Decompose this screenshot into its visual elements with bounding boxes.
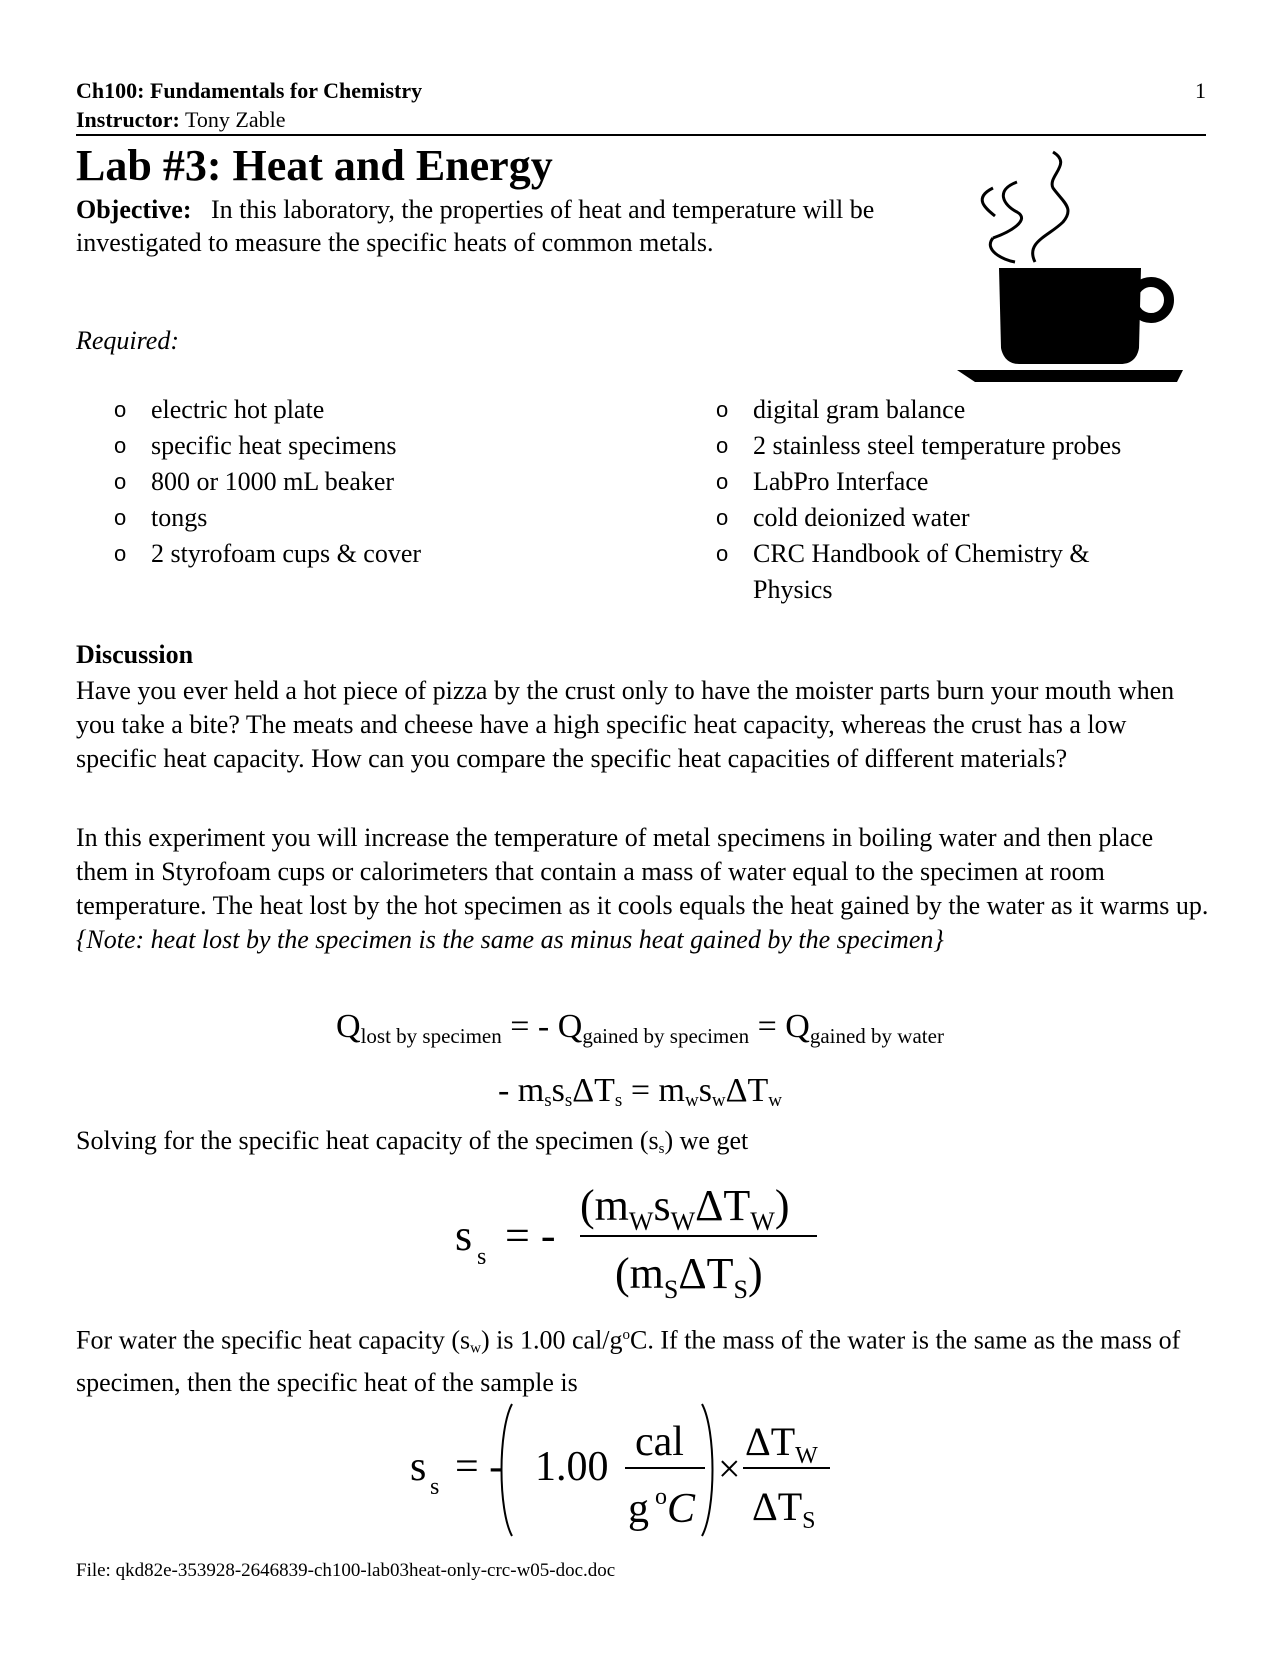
eq-equals: = - bbox=[455, 1444, 504, 1490]
instructor-line bbox=[76, 105, 1206, 134]
eq-sub: w bbox=[711, 1090, 726, 1111]
eq-unit-num: cal bbox=[635, 1419, 684, 1465]
eq-sub: s bbox=[564, 1090, 573, 1111]
eq-term: ΔT bbox=[725, 1072, 769, 1109]
list-item-text: CRC Handbook of Chemistry & Physics bbox=[753, 539, 1090, 604]
required-list-right bbox=[678, 392, 1208, 608]
instructor-label: Instructor: bbox=[76, 107, 180, 132]
list-item-text: LabPro Interface bbox=[753, 467, 929, 496]
eq-sub: s bbox=[614, 1090, 623, 1111]
bullet: o bbox=[716, 469, 729, 494]
page-header bbox=[76, 76, 1206, 134]
coffee-cup-icon bbox=[955, 150, 1195, 410]
list-item bbox=[76, 428, 636, 464]
sentence-sub: s bbox=[658, 1141, 665, 1157]
eq-sub: lost by specimen bbox=[360, 1024, 502, 1048]
page-number: 1 bbox=[1195, 78, 1206, 103]
discussion-paragraph-2 bbox=[76, 821, 1211, 957]
list-item bbox=[678, 464, 1208, 500]
list-item bbox=[76, 536, 636, 572]
eq-num: $\Delta T_W$ bbox=[745, 1419, 818, 1469]
eq-lhs-sub: s bbox=[477, 1244, 487, 1270]
sentence-text: C. If the mass of the water is the same as the mass of specimen, then the specific heat of the sample is bbox=[76, 1325, 1181, 1397]
bullet: o bbox=[114, 541, 127, 566]
objective bbox=[76, 193, 906, 259]
list-item bbox=[678, 500, 1208, 536]
list-item-text: digital gram balance bbox=[753, 395, 966, 424]
required-list-left bbox=[76, 392, 636, 572]
bullet: o bbox=[114, 469, 127, 494]
list-item-text: electric hot plate bbox=[151, 395, 325, 424]
eq-denominator: $(m_S\Delta T_S)$ bbox=[615, 1249, 763, 1304]
sentence-text: ) is 1.00 cal/g bbox=[481, 1325, 623, 1355]
list-item bbox=[76, 500, 636, 536]
list-item-text: cold deionized water bbox=[753, 503, 970, 532]
sentence-sub: w bbox=[470, 1340, 481, 1357]
list-item-text: 2 stainless steel temperature probes bbox=[753, 431, 1122, 460]
paragraph-text: In this experiment you will increase the temperature of metal specimens in boiling water and then place them in Styrofoam cups or calorimeters that contain a mass of water equal to the specimen at room temperature. The heat lost by the hot specimen as it cools equals the heat gained by the water as it warms up. bbox=[76, 823, 1209, 920]
eq-sub: s bbox=[544, 1090, 552, 1111]
required-label: Required: bbox=[76, 326, 179, 355]
sentence-text: ) we get bbox=[664, 1126, 749, 1155]
eq-times: × bbox=[718, 1446, 741, 1491]
list-item bbox=[678, 536, 1133, 608]
bullet: o bbox=[114, 433, 127, 458]
instructor-name: Tony Zable bbox=[184, 107, 286, 132]
eq-term: s bbox=[698, 1072, 712, 1109]
course-line bbox=[76, 76, 1206, 105]
list-item bbox=[76, 464, 636, 500]
eq-sub: w bbox=[684, 1090, 699, 1111]
objective-text: In this laboratory, the properties of heat and temperature will be investigated to measure the specific heats of common metals. bbox=[76, 195, 875, 257]
eq-unit-den: g $^o$C bbox=[628, 1484, 696, 1532]
objective-label: Objective: bbox=[76, 195, 192, 224]
equation-specific-heat-fraction bbox=[455, 1170, 875, 1310]
note-text: {Note: heat lost by the specimen is the same as minus heat gained by the specimen} bbox=[76, 925, 944, 954]
list-item bbox=[678, 428, 1208, 464]
equation-heat-balance bbox=[0, 1007, 1280, 1056]
list-item-text: 800 or 1000 mL beaker bbox=[151, 467, 395, 496]
eq-term: - m bbox=[497, 1072, 545, 1109]
list-item bbox=[76, 392, 636, 428]
eq-term: s bbox=[551, 1072, 565, 1109]
eq-den: $\Delta T_S$ bbox=[752, 1484, 816, 1534]
discussion-paragraph-1: Have you ever held a hot piece of pizza by the crust only to have the moister parts burn your mouth when you take a bite? The meats and cheese have a high specific heat capacity, whereas the crust has a low specific heat capacity. How can you compare the specific heat capacities of different materials? bbox=[76, 676, 1175, 773]
bullet: o bbox=[716, 433, 729, 458]
list-item-text: tongs bbox=[151, 503, 208, 532]
course-label: Ch100: bbox=[76, 78, 145, 103]
solving-sentence bbox=[76, 1124, 748, 1166]
bullet: o bbox=[716, 505, 729, 530]
degree-sup: o bbox=[622, 1327, 631, 1343]
discussion-heading: Discussion bbox=[76, 640, 194, 669]
eq-sub: w bbox=[768, 1090, 783, 1111]
eq-term: = m bbox=[622, 1072, 685, 1109]
eq-lhs: s bbox=[455, 1211, 473, 1260]
list-item-text: specific heat specimens bbox=[151, 431, 397, 460]
eq-term: Q bbox=[336, 1008, 361, 1045]
list-item-text: 2 styrofoam cups & cover bbox=[151, 539, 422, 568]
bullet: o bbox=[716, 397, 729, 422]
equation-msdt bbox=[0, 1071, 1280, 1121]
eq-lhs-sub: s bbox=[430, 1474, 440, 1500]
file-footer: File: qkd82e-353928-2646839-ch100-lab03heat-only-crc-w05-doc.doc bbox=[76, 1560, 616, 1581]
eq-equals: = - bbox=[505, 1211, 556, 1260]
bullet: o bbox=[716, 541, 729, 566]
eq-lhs: s bbox=[410, 1444, 427, 1490]
equation-water-specific-heat bbox=[410, 1400, 870, 1540]
list-item bbox=[678, 392, 1208, 428]
sentence-text: Solving for the specific heat capacity of the specimen (s bbox=[76, 1126, 659, 1155]
page-title: Lab #3: Heat and Energy bbox=[76, 141, 553, 190]
course-name: Fundamentals for Chemistry bbox=[149, 78, 423, 103]
eq-term: = Q bbox=[749, 1008, 810, 1045]
bullet: o bbox=[114, 397, 127, 422]
eq-numerator: $(m_Ws_W\Delta T_W)$ bbox=[580, 1181, 790, 1236]
eq-term: = - Q bbox=[501, 1008, 583, 1045]
eq-sub: gained by specimen bbox=[582, 1024, 750, 1048]
sentence-text: For water the specific heat capacity (s bbox=[76, 1325, 471, 1355]
eq-sub: gained by water bbox=[809, 1024, 944, 1048]
right-paren bbox=[702, 1404, 713, 1536]
eq-term: ΔT bbox=[572, 1072, 615, 1109]
eq-value: 1.00 bbox=[535, 1444, 609, 1490]
header-rule bbox=[76, 134, 1206, 136]
bullet: o bbox=[114, 505, 127, 530]
water-sentence bbox=[76, 1318, 1211, 1400]
